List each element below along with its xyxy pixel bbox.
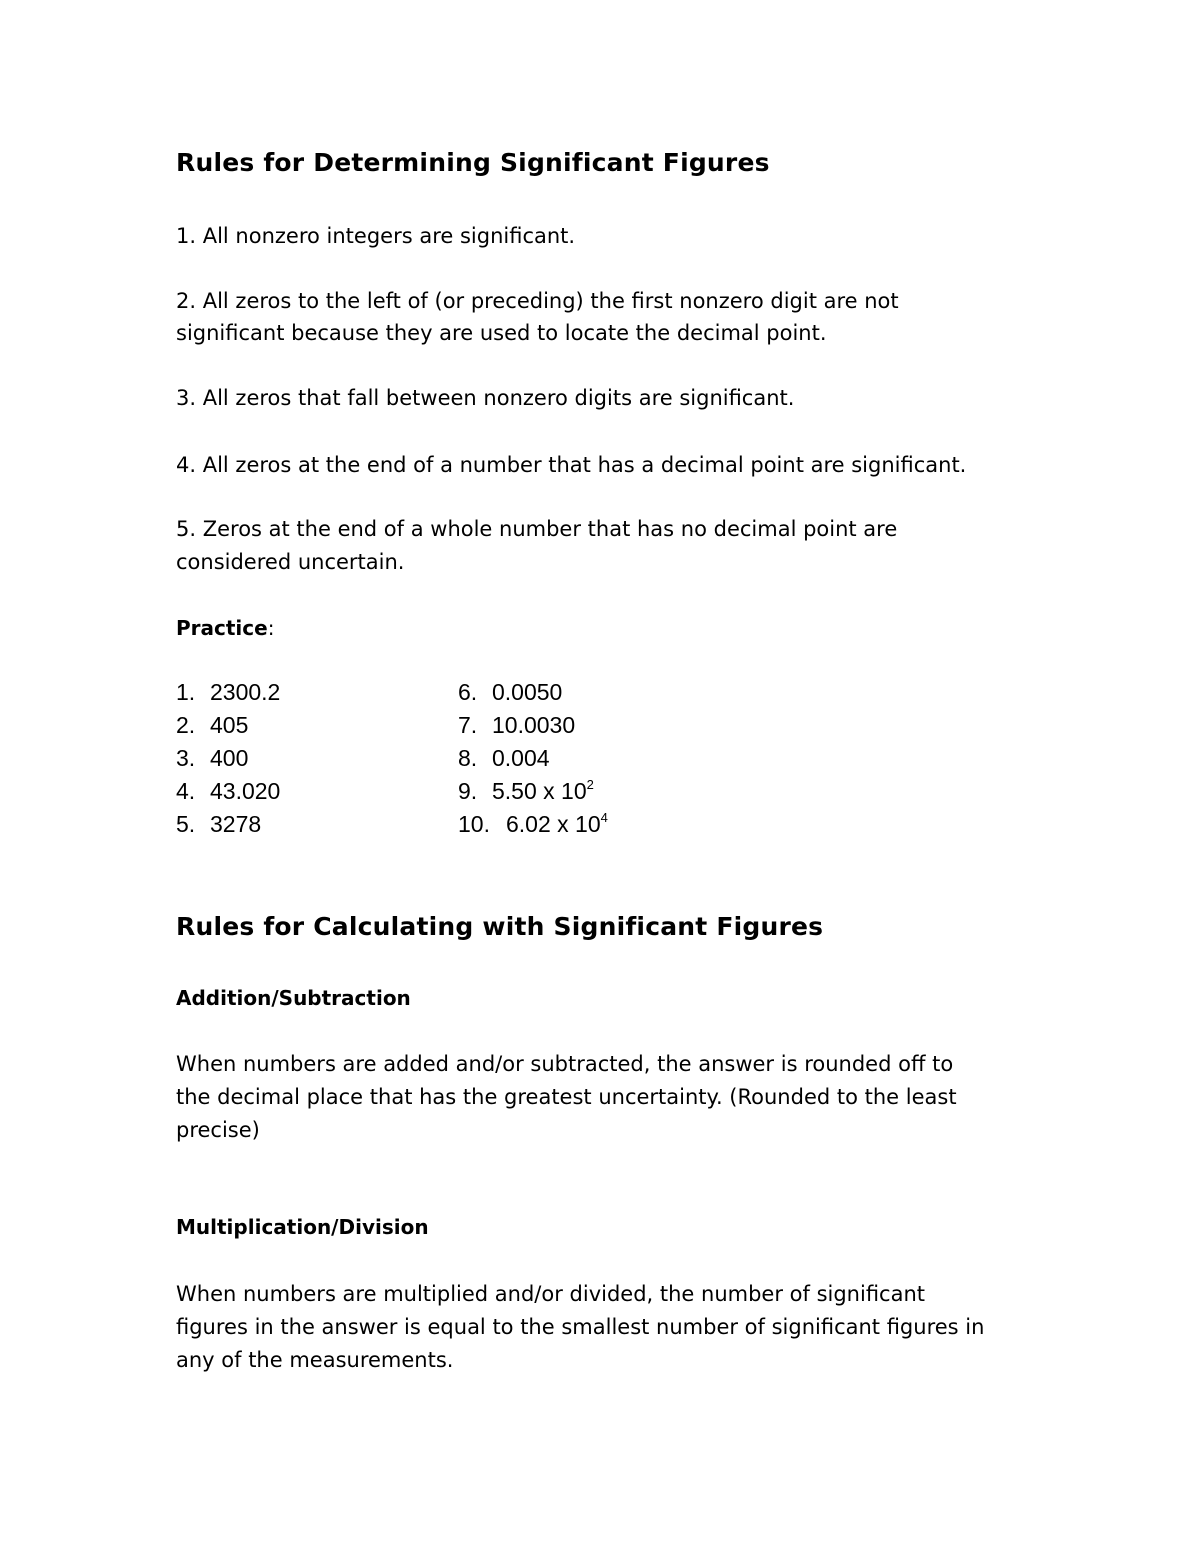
practice-exponent: 2: [586, 777, 594, 792]
addition-subtraction-heading: Addition/Subtraction: [176, 986, 411, 1010]
practice-value: 2300.2: [210, 679, 281, 705]
practice-number: 3.: [176, 745, 196, 771]
practice-value: 405: [210, 712, 249, 738]
section-title-calculating: Rules for Calculating with Significant Figures: [176, 912, 824, 941]
multiplication-line-3: any of the measurements.: [176, 1348, 454, 1372]
practice-number: 10.: [458, 811, 490, 837]
rule-2-line-1: 2. All zeros to the left of (or preceding) the first nonzero digit are not: [176, 289, 899, 313]
addition-line-3: precise): [176, 1118, 260, 1142]
practice-item: [458, 709, 575, 742]
multiplication-line-2: figures in the answer is equal to the smallest number of significant figures in: [176, 1315, 985, 1339]
practice-value: 0.004: [492, 745, 550, 771]
practice-value: 10.0030: [492, 712, 576, 738]
addition-line-1: When numbers are added and/or subtracted, the answer is rounded off to: [176, 1052, 954, 1076]
practice-value: 43.020: [210, 778, 281, 804]
practice-number: 9.: [458, 778, 478, 804]
practice-number: 7.: [458, 712, 478, 738]
practice-item: [458, 676, 562, 709]
practice-number: 2.: [176, 712, 196, 738]
rule-4-line-1: 4. All zeros at the end of a number that has a decimal point are significant.: [176, 453, 967, 477]
practice-item: [458, 808, 608, 841]
practice-item: [458, 775, 594, 808]
practice-item: [176, 808, 261, 841]
practice-value: 5.50 x 10: [492, 778, 587, 804]
practice-number: 1.: [176, 679, 196, 705]
multiplication-line-1: When numbers are multiplied and/or divided, the number of significant: [176, 1282, 926, 1306]
practice-value: 6.02 x 10: [506, 811, 601, 837]
rule-5-line-2: considered uncertain.: [176, 550, 405, 574]
rule-3-line-1: 3. All zeros that fall between nonzero digits are significant.: [176, 386, 795, 410]
rule-5-line-1: 5. Zeros at the end of a whole number that has no decimal point are: [176, 517, 898, 541]
practice-item: [176, 742, 248, 775]
practice-value: 400: [210, 745, 249, 771]
practice-label-colon: :: [267, 616, 275, 640]
practice-item: [176, 676, 280, 709]
multiplication-division-heading: Multiplication/Division: [176, 1215, 429, 1239]
section-title-determining: Rules for Determining Significant Figures: [176, 148, 770, 177]
rule-1-line-1: 1. All nonzero integers are significant.: [176, 224, 576, 248]
addition-line-2: the decimal place that has the greatest uncertainty. (Rounded to the least: [176, 1085, 957, 1109]
practice-number: 8.: [458, 745, 478, 771]
practice-item: [458, 742, 550, 775]
practice-value: 0.0050: [492, 679, 563, 705]
practice-label-text: Practice: [176, 616, 268, 640]
rule-2-line-2: significant because they are used to locate the decimal point.: [176, 321, 827, 345]
practice-item: [176, 709, 248, 742]
practice-label: [176, 616, 274, 640]
practice-number: 6.: [458, 679, 478, 705]
practice-number: 5.: [176, 811, 196, 837]
practice-value: 3278: [210, 811, 262, 837]
practice-exponent: 4: [600, 810, 608, 825]
practice-number: 4.: [176, 778, 196, 804]
practice-item: [176, 775, 280, 808]
